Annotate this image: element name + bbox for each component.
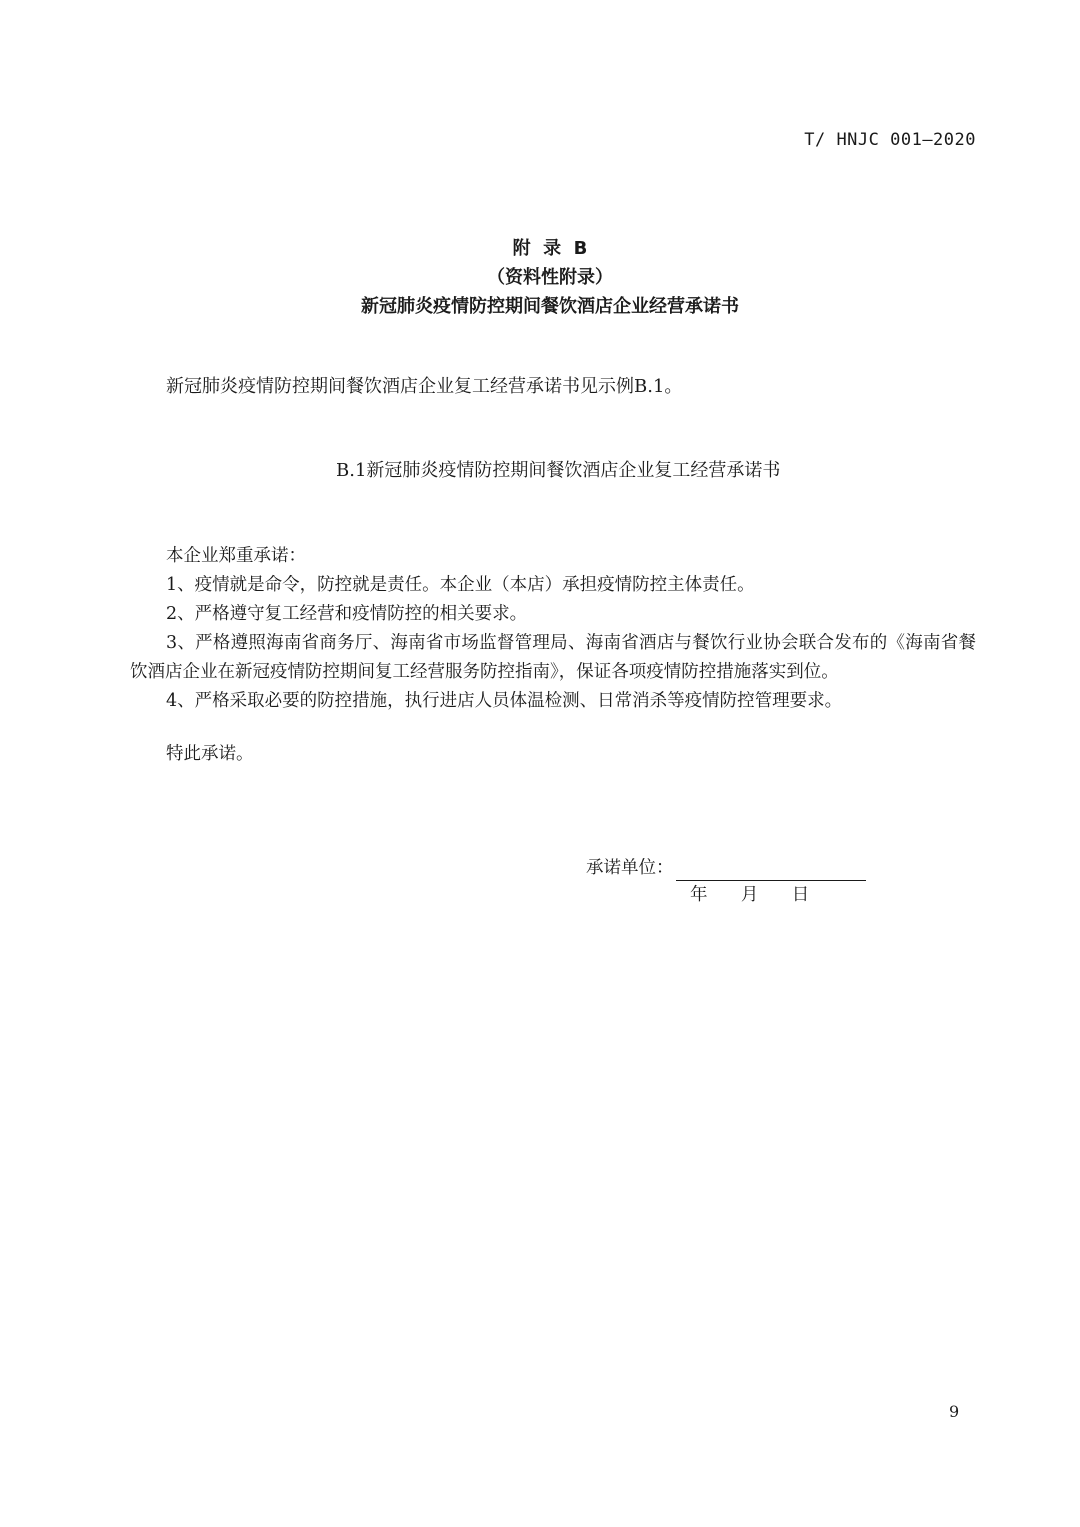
document-code: T/ HNJC 001—2020 — [804, 130, 976, 150]
signature-date: 年 月 日 — [690, 885, 810, 905]
appendix-title: 新冠肺炎疫情防控期间餐饮酒店企业经营承诺书 — [361, 296, 739, 317]
signature-block — [586, 855, 866, 881]
signature-line — [676, 858, 866, 881]
page-number: 9 — [949, 1402, 960, 1421]
signature-row — [586, 855, 866, 881]
pledge-item-2: 2、严格遵守复工经营和疫情防控的相关要求。 — [166, 604, 528, 624]
intro-paragraph: 新冠肺炎疫情防控期间餐饮酒店企业复工经营承诺书见示例B.1。 — [166, 376, 683, 397]
appendix-heading — [0, 234, 1080, 321]
pledge-closing: 特此承诺。 — [166, 744, 254, 764]
example-title: B.1新冠肺炎疫情防控期间餐饮酒店企业复工经营承诺书 — [336, 460, 781, 481]
signature-unit-label: 承诺单位： — [586, 858, 674, 878]
appendix-label: 附 录 B — [512, 238, 588, 259]
pledge-item-4: 4、严格采取必要的防控措施，执行进店人员体温检测、日常消杀等疫情防控管理要求。 — [166, 691, 843, 711]
pledge-item-3: 3、严格遵照海南省商务厅、海南省市场监督管理局、海南省酒店与餐饮行业协会联合发布的《海南省餐饮酒店企业在新冠疫情防控期间复工经营服务防控指南》，保证各项疫情防控措施落实到位。 — [130, 633, 976, 682]
pledge-body — [130, 542, 976, 716]
appendix-type: （资料性附录） — [487, 267, 613, 288]
pledge-opening: 本企业郑重承诺： — [166, 546, 306, 566]
pledge-item-1: 1、疫情就是命令，防控就是责任。本企业（本店）承担疫情防控主体责任。 — [166, 575, 755, 595]
